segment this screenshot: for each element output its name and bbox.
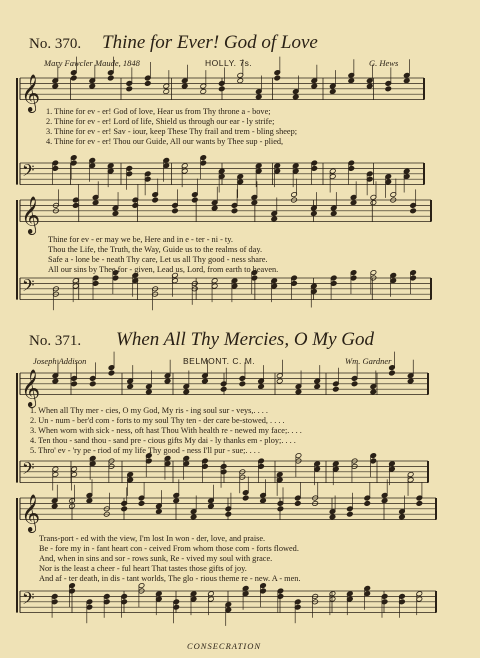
hymn-370-system2-treble-note: [152, 197, 159, 203]
hymn-371-system2-treble-note: [277, 506, 284, 512]
hymn-371-system1-treble-note: [389, 370, 396, 376]
hymn-371-system1-treble-note: [295, 389, 302, 395]
hymn-370-number: No. 370.: [29, 36, 82, 52]
hymn-370-system2-treble-note: [370, 200, 377, 206]
verse-line: 3. Thine for ev - er! Sav - iour, keep These Thy frail and trem - bling sheep;: [46, 127, 298, 136]
hymn-371-system1-treble-note: [314, 384, 321, 390]
hymn-371-system2-treble-note: [173, 498, 180, 504]
hymn-371-system1-bass-clef: 𝄢: [22, 459, 35, 483]
verse-line: All our sins by Thee for - given, Lead us, Lord, from earth to heaven.: [48, 265, 279, 274]
hymn-371-author: Joseph Addison: [33, 356, 87, 366]
hymn-371-system2-treble-note: [156, 509, 163, 515]
hymn-370-system1-treble-note: [126, 86, 133, 92]
hymn-371-number: No. 371.: [29, 333, 82, 349]
verse-line: Be - fore my in - fant heart con - ceived From whom those com - forts flowed.: [39, 544, 299, 553]
hymn-371-composer: Wm. Gardner: [345, 356, 392, 366]
verse-line: And, when in sins and sor - rows sunk, Re - vived my soul with grace.: [39, 554, 273, 563]
hymn-371-system2-treble-note: [121, 506, 128, 512]
verse-line: 5. Thro' ev - 'ry pe - riod of my life Thy good - ness I'll pur - sue;. . . .: [30, 446, 260, 455]
hymn-370-system1-treble-note: [255, 94, 262, 100]
hymn-370-author: Mary Fawcler Maude, 1848: [44, 58, 140, 68]
hymn-370-system1-treble-note: [385, 86, 392, 92]
hymn-371-system2-treble-note: [51, 503, 58, 509]
hymn-371-system1-treble-note: [146, 389, 153, 395]
hymn-370-system1-treble-note: [329, 89, 336, 95]
hymn-371-system2-treble-note: [416, 500, 423, 506]
hymn-370-tune: HOLLY. 7s.: [205, 58, 253, 68]
verse-line: Nor is the least a cheer - ful heart That tastes those gifts of joy.: [39, 564, 247, 573]
hymn-370-system2-treble-note: [172, 208, 179, 214]
hymn-371-system1-treble-note: [127, 384, 134, 390]
hymn-371-system1-treble-note: [220, 386, 227, 392]
verse-line: And af - ter death, in dis - tant worlds, The glo - rious theme re - new. A - men.: [39, 574, 301, 583]
hymn-370-title: Thine for Ever! God of Love: [102, 32, 318, 53]
hymn-370-system1-treble-note: [70, 75, 77, 81]
verse-line: Safe a - lone be - neath Thy care, Let us all Thy good - ness share.: [48, 255, 268, 264]
hymn-370-system1-treble-note: [181, 83, 188, 89]
hymn-370-system1-treble-note: [311, 83, 318, 89]
hymn-370-system1-treble-note: [52, 83, 59, 89]
hymn-370-system1-treble-note: [200, 89, 207, 95]
verse-line: 4. Ten thou - sand thou - sand pre - cious gifts My dai - ly thanks em - ploy;. . . .: [30, 436, 296, 445]
hymn-371-system1-treble-note: [183, 389, 190, 395]
hymn-370-system2-treble-note: [92, 200, 99, 206]
hymn-370-system2-treble-note: [311, 211, 318, 217]
hymn-371-system1-treble-note: [351, 381, 358, 387]
hymn-371-system1-treble-note: [108, 370, 115, 376]
hymn-371-system2-treble-note: [86, 498, 93, 504]
hymn-370-composer: G. Hews: [369, 58, 399, 68]
hymn-370-system2-treble-note: [72, 202, 79, 208]
hymn-371-system1-treble-note: [164, 378, 171, 384]
hymn-371-system2-treble-note: [399, 514, 406, 520]
hymn-371-system1-treble-clef: 𝄞: [21, 368, 41, 407]
hymn-371-system1-treble-note: [202, 378, 209, 384]
hymn-371-title: When All Thy Mercies, O My God: [116, 329, 375, 350]
hymn-371-system2-treble-note: [329, 514, 336, 520]
hymn-370-system2-treble-note: [330, 211, 337, 217]
hymn-371-system1-treble-note: [370, 389, 377, 395]
hymn-371-system2-treble-note: [381, 498, 388, 504]
hymn-370-system1-treble-note: [366, 83, 373, 89]
hymn-371-system1-treble-note: [276, 378, 283, 384]
hymn-370-system1-treble-clef: 𝄞: [21, 73, 41, 112]
hymn-371-tune: BELMONT. C. M.: [183, 356, 256, 366]
hymn-371-system2-treble-note: [260, 498, 267, 504]
hymn-370-system2-bass-clef: 𝄢: [22, 276, 35, 300]
hymn-370-system1-treble-note: [274, 75, 281, 81]
hymn-370-system1-treble-note: [218, 86, 225, 92]
page-footer: CONSECRATION: [187, 641, 262, 651]
hymn-371-system1-lyrics: [30, 406, 302, 456]
hymn-370-system2-lyrics: [48, 235, 278, 275]
hymn-370-system2-treble-note: [350, 200, 357, 206]
verse-line: 3. When worn with sick - ness, oft hast Thou With health re - newed my face;. . . .: [30, 426, 302, 435]
hymn-370-system2-treble-note: [231, 208, 238, 214]
hymn-371-system2-treble-note: [347, 511, 354, 517]
hymn-370-system1-treble-note: [144, 80, 151, 86]
verse-line: Thou the Life, the Truth, the Way, Guide us to the realms of day.: [48, 245, 263, 254]
verse-line: 1. Thine for ev - er! God of love, Hear us from Thy throne a - bove;: [46, 107, 271, 116]
hymn-370-system2-treble-note: [211, 205, 218, 211]
hymn-371-system2-treble-note: [138, 500, 145, 506]
verse-line: 1. When all Thy mer - cies, O my God, My ris - ing soul sur - veys,. . . .: [30, 406, 268, 415]
hymn-370-system1-treble-note: [348, 78, 355, 84]
hymn-371-system2-treble-note: [190, 514, 197, 520]
verse-line: Thine for ev - er may we be, Here and in e - ter - ni - ty.: [48, 235, 233, 244]
hymn-370-system2-treble-clef: 𝄞: [21, 195, 41, 234]
hymn-371-system2-treble-clef: 𝄞: [21, 493, 41, 532]
verse-line: Trans-port - ed with the view, I'm lost In won - der, love, and praise.: [39, 534, 266, 543]
hymn-370-system1-lyrics: [46, 107, 297, 147]
hymn-371-system2-treble-note: [225, 511, 232, 517]
hymn-371-system1-treble-note: [89, 381, 96, 387]
hymn-371-system1-treble-note: [71, 381, 78, 387]
hymn-370-system1-treble-note: [403, 78, 410, 84]
hymn-370-system1-treble-note: [237, 78, 244, 84]
hymn-371-system1-treble-note: [333, 386, 340, 392]
hymn-370-system1-treble-note: [89, 83, 96, 89]
hymn-370-system1-treble-note: [292, 94, 299, 100]
hymn-370-system2-treble-note: [410, 208, 417, 214]
hymn-370-system1-treble-note: [163, 89, 170, 95]
hymn-370-system2-treble-note: [271, 216, 278, 222]
hymn-371-system1-treble-note: [52, 378, 59, 384]
hymn-371-system2-treble-note: [364, 500, 371, 506]
hymn-371-system1-treble-note: [258, 384, 265, 390]
hymn-371-system2-treble-note: [242, 495, 249, 501]
hymn-370-system1-treble-note: [107, 75, 114, 81]
hymn-370-system2-treble-note: [112, 211, 119, 217]
verse-line: 4. Thine for ev - er! Thou our Guide, All our wants by Thee sup - plied,: [46, 137, 284, 146]
verse-line: 2. Un - num - ber'd com - forts to my soul Thy ten - der care be-stowed, . . . .: [30, 416, 285, 425]
hymn-371-system2-lyrics: [39, 534, 301, 584]
hymn-371-system2-bass-clef: 𝄢: [22, 589, 35, 613]
verse-line: 2. Thine for ev - er! Lord of life, Shield us through our ear - ly strife;: [46, 117, 275, 126]
hymn-370-system2-treble-note: [251, 200, 258, 206]
hymn-370-system2-treble-note: [191, 197, 198, 203]
hymn-371-system1-treble-note: [239, 381, 246, 387]
hymn-370-system1-bass-clef: 𝄢: [22, 161, 35, 185]
hymn-371-system2-treble-note: [208, 503, 215, 509]
hymn-371-system1-treble-note: [407, 378, 414, 384]
hymn-371-system2-treble-note: [294, 500, 301, 506]
